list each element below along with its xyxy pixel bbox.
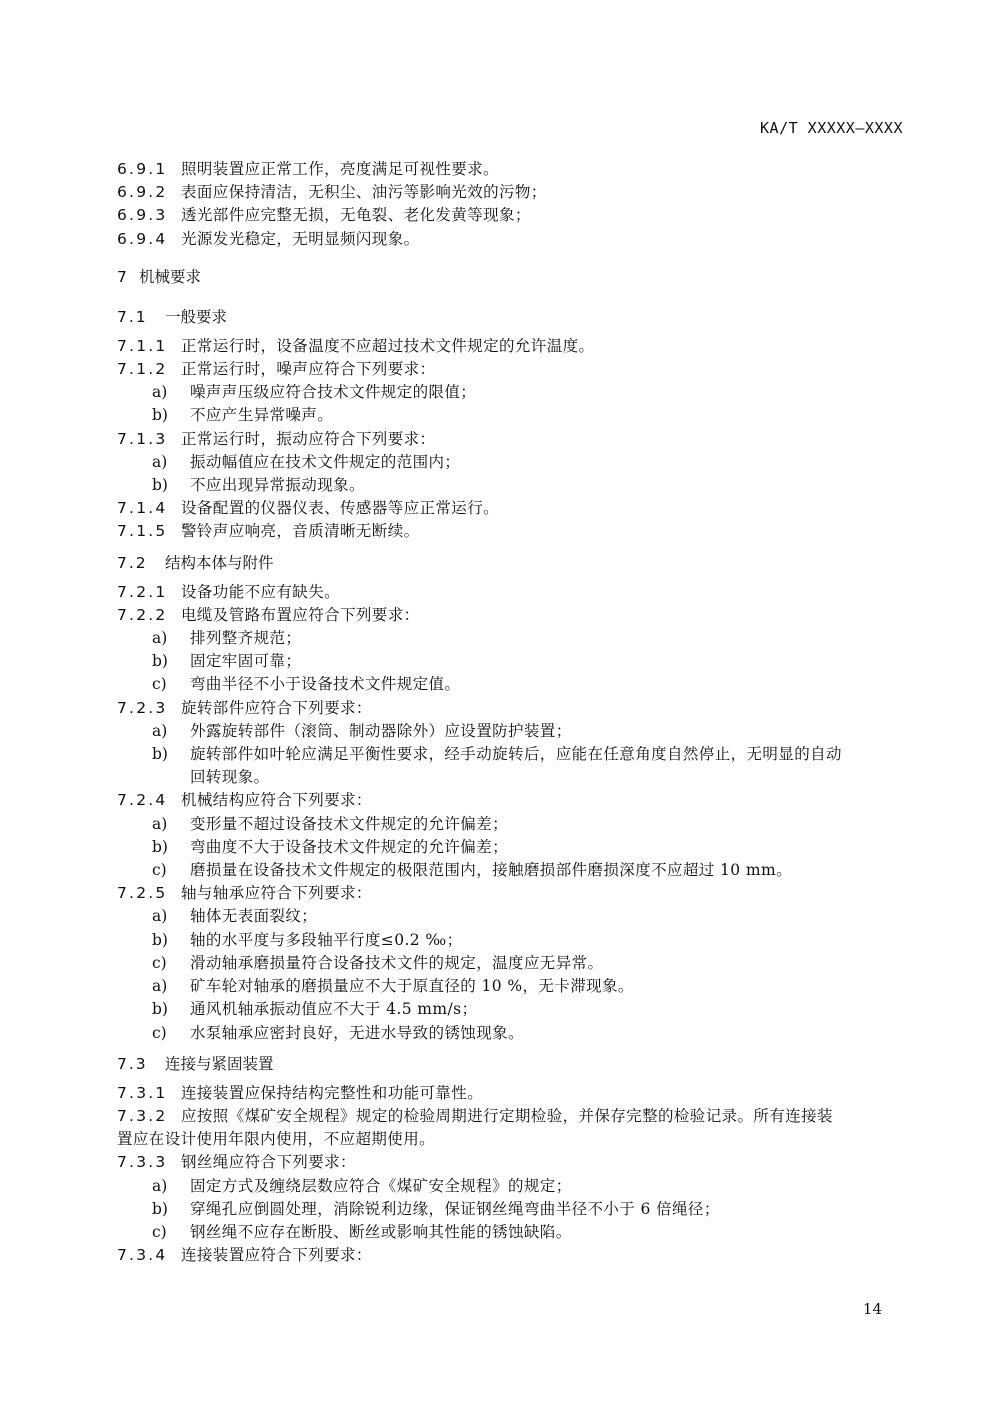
clause-6-9-1: 6.9.1 照明装置应正常工作，亮度满足可视性要求。 bbox=[117, 160, 500, 178]
clause-7-3-2-continuation: 置应在设计使用年限内使用，不应超期使用。 bbox=[117, 1130, 436, 1149]
list-item: c) 滑动轴承磨损量符合设备技术文件的规定，温度应无异常。 bbox=[152, 953, 604, 972]
clause-7-3-2: 7.3.2 应按照《煤矿安全规程》规定的检验周期进行定期检验，并保存完整的检验记录。所有连接装 bbox=[117, 1106, 833, 1125]
list-item: b) 不应出现异常振动现象。 bbox=[152, 476, 365, 495]
list-item: c) 弯曲半径不小于设备技术文件规定值。 bbox=[152, 675, 461, 694]
clause-6-9-4: 6.9.4 光源发光稳定，无明显频闪现象。 bbox=[117, 229, 420, 248]
list-item: b) 固定牢固可靠； bbox=[152, 652, 302, 671]
list-item: c) 钢丝绳不应存在断股、断丝或影响其性能的锈蚀缺陷。 bbox=[152, 1222, 572, 1241]
list-item: b) 轴的水平度与多段轴平行度≤0.2 ‰； bbox=[152, 930, 463, 949]
page-number: 14 bbox=[862, 1300, 882, 1318]
clause-7-3-3: 7.3.3 钢丝绳应符合下列要求： bbox=[117, 1153, 356, 1172]
clause-7-2-1: 7.2.1 设备功能不应有缺失。 bbox=[117, 582, 341, 601]
section-7-3-heading: 7.3 连接与紧固装置 bbox=[117, 1054, 274, 1073]
list-item: b) 弯曲度不大于设备技术文件规定的允许偏差； bbox=[152, 837, 509, 856]
list-item: b) 不应产生异常噪声。 bbox=[152, 406, 334, 425]
document-code: KA/T XXXXX—XXXX bbox=[760, 119, 903, 137]
section-7-1-heading: 7.1 一般要求 bbox=[117, 307, 228, 326]
list-item: a) 矿车轮对轴承的磨损量应不大于原直径的 10 %，无卡滞现象。 bbox=[152, 977, 634, 996]
list-item: c) 磨损量在设备技术文件规定的极限范围内，接触磨损部件磨损深度不应超过 10 mm。 bbox=[152, 861, 792, 880]
list-item: b) 通风机轴承振动值应不大于 4.5 mm/s； bbox=[152, 1000, 478, 1019]
clause-7-1-2: 7.1.2 正常运行时，噪声应符合下列要求： bbox=[117, 360, 436, 379]
section-7-2-heading: 7.2 结构本体与附件 bbox=[117, 553, 274, 572]
list-item-continuation: 回转现象。 bbox=[190, 768, 270, 787]
list-item: a) 振动幅值应在技术文件规定的范围内； bbox=[152, 452, 461, 471]
list-item: a) 轴体无表面裂纹； bbox=[152, 907, 318, 926]
clause-7-1-3: 7.1.3 正常运行时，振动应符合下列要求： bbox=[117, 429, 436, 448]
clause-7-3-1: 7.3.1 连接装置应保持结构完整性和功能可靠性。 bbox=[117, 1083, 484, 1102]
list-item: a) 噪声声压级应符合技术文件规定的限值； bbox=[152, 383, 477, 402]
list-item: a) 固定方式及缠绕层数应符合《煤矿安全规程》的规定； bbox=[152, 1176, 572, 1195]
clause-7-2-5: 7.2.5 轴与轴承应符合下列要求： bbox=[117, 884, 372, 903]
clause-7-1-1: 7.1.1 正常运行时，设备温度不应超过技术文件规定的允许温度。 bbox=[117, 336, 595, 355]
list-item: a) 变形量不超过设备技术文件规定的允许偏差； bbox=[152, 814, 509, 833]
list-item: b) 穿绳孔应倒圆处理，消除锐利边缘，保证钢丝绳弯曲半径不小于 6 倍绳径； bbox=[152, 1199, 720, 1218]
clause-6-9-3: 6.9.3 透光部件应完整无损，无龟裂、老化发黄等现象； bbox=[117, 206, 531, 225]
clause-7-3-4: 7.3.4 连接装置应符合下列要求： bbox=[117, 1246, 372, 1265]
list-item: a) 外露旋转部件（滚筒、制动器除外）应设置防护装置； bbox=[152, 721, 572, 740]
list-item: c) 水泵轴承应密封良好，无进水导致的锈蚀现象。 bbox=[152, 1023, 524, 1042]
clause-7-1-5: 7.1.5 警铃声应响亮，音质清晰无断续。 bbox=[117, 522, 420, 541]
list-item: b) 旋转部件如叶轮应满足平衡性要求，经手动旋转后，应能在任意角度自然停止，无明显的自动 bbox=[152, 745, 842, 764]
page-content bbox=[117, 158, 907, 1267]
list-item: a) 排列整齐规范； bbox=[152, 629, 302, 648]
chapter-7-heading: 7 机械要求 bbox=[117, 267, 202, 286]
clause-7-2-2: 7.2.2 电缆及管路布置应符合下列要求： bbox=[117, 605, 420, 624]
clause-6-9-2: 6.9.2 表面应保持清洁，无积尘、油污等影响光效的污物； bbox=[117, 183, 547, 202]
clause-7-2-4: 7.2.4 机械结构应符合下列要求： bbox=[117, 791, 372, 810]
clause-7-1-4: 7.1.4 设备配置的仪器仪表、传感器等应正常运行。 bbox=[117, 499, 500, 518]
clause-7-2-3: 7.2.3 旋转部件应符合下列要求： bbox=[117, 698, 372, 717]
